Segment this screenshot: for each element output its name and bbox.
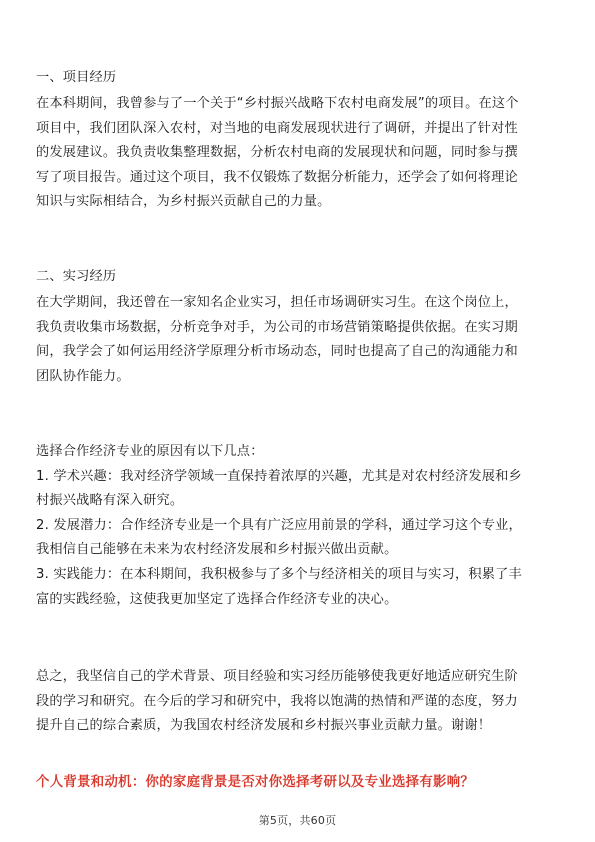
text-line: 村振兴战略有深入研究。 [36,493,184,509]
text-line: 项目中，我们团队深入农村，对当地的电商发展现状进行了调研，并提出了针对性 [36,120,518,136]
internship-paragraph [36,291,560,389]
text-line: 写了项目报告。通过这个项目，我不仅锻炼了数据分析能力，还学会了如何将理论 [36,169,518,185]
text-line: 1. 学术兴趣：我对经济学领域一直保持着浓厚的兴趣，尤其是对农村经济发展和乡 [36,468,522,484]
reasons-intro: 选择合作经济专业的原因有以下几点： [36,444,264,459]
text-line: 的发展建议。我负责收集整理数据，分析农村电商的发展现状和问题，同时参与撰 [36,145,518,161]
text-line: 间，我学会了如何运用经济学原理分析市场动态，同时也提高了自己的沟通能力和 [36,344,518,360]
text-line: 3. 实践能力：在本科期间，我积极参与了多个与经济相关的项目与实习，积累了丰 [36,566,522,582]
section-heading-internship: 二、实习经历 [36,269,117,284]
text-line: 我负责收集市场数据，分析竞争对手，为公司的市场营销策略提供依据。在实习期 [36,319,518,335]
text-line: 我相信自己能够在未来为农村经济发展和乡村振兴做出贡献。 [36,542,398,558]
text-line: 在大学期间，我还曾在一家知名企业实习，担任市场调研实习生。在这个岗位上， [36,295,518,310]
text-line: 提升自己的综合素质，为我国农村经济发展和乡村振兴事业贡献力量。谢谢！ [36,718,492,734]
section-heading-project: 一、项目经历 [36,70,117,85]
text-line: 2. 发展潜力：合作经济专业是一个具有广泛应用前景的学科，通过学习这个专业， [36,517,522,533]
conclusion-paragraph [36,665,560,739]
text-line: 在本科期间，我曾参与了一个关于“乡村振兴战略下农村电商发展”的项目。在这个 [36,96,519,111]
project-paragraph [36,92,560,215]
interview-question: 个人背景和动机：你的家庭背景是否对你选择考研以及专业选择有影响？ [36,775,475,790]
text-line: 段的学习和研究。在今后的学习和研究中，我将以饱满的热情和严谨的态度，努力 [36,693,518,709]
page-number: 第5页，共60页 [258,814,337,827]
text-line: 知识与实际相结合，为乡村振兴贡献自己的力量。 [36,194,331,210]
text-line: 总之，我坚信自己的学术背景、项目经验和实习经历能够使我更好地适应研究生阶 [36,669,518,684]
reasons-list [36,440,560,612]
text-line: 团队协作能力。 [36,368,130,384]
text-line: 富的实践经验，这使我更加坚定了选择合作经济专业的决心。 [36,591,398,607]
